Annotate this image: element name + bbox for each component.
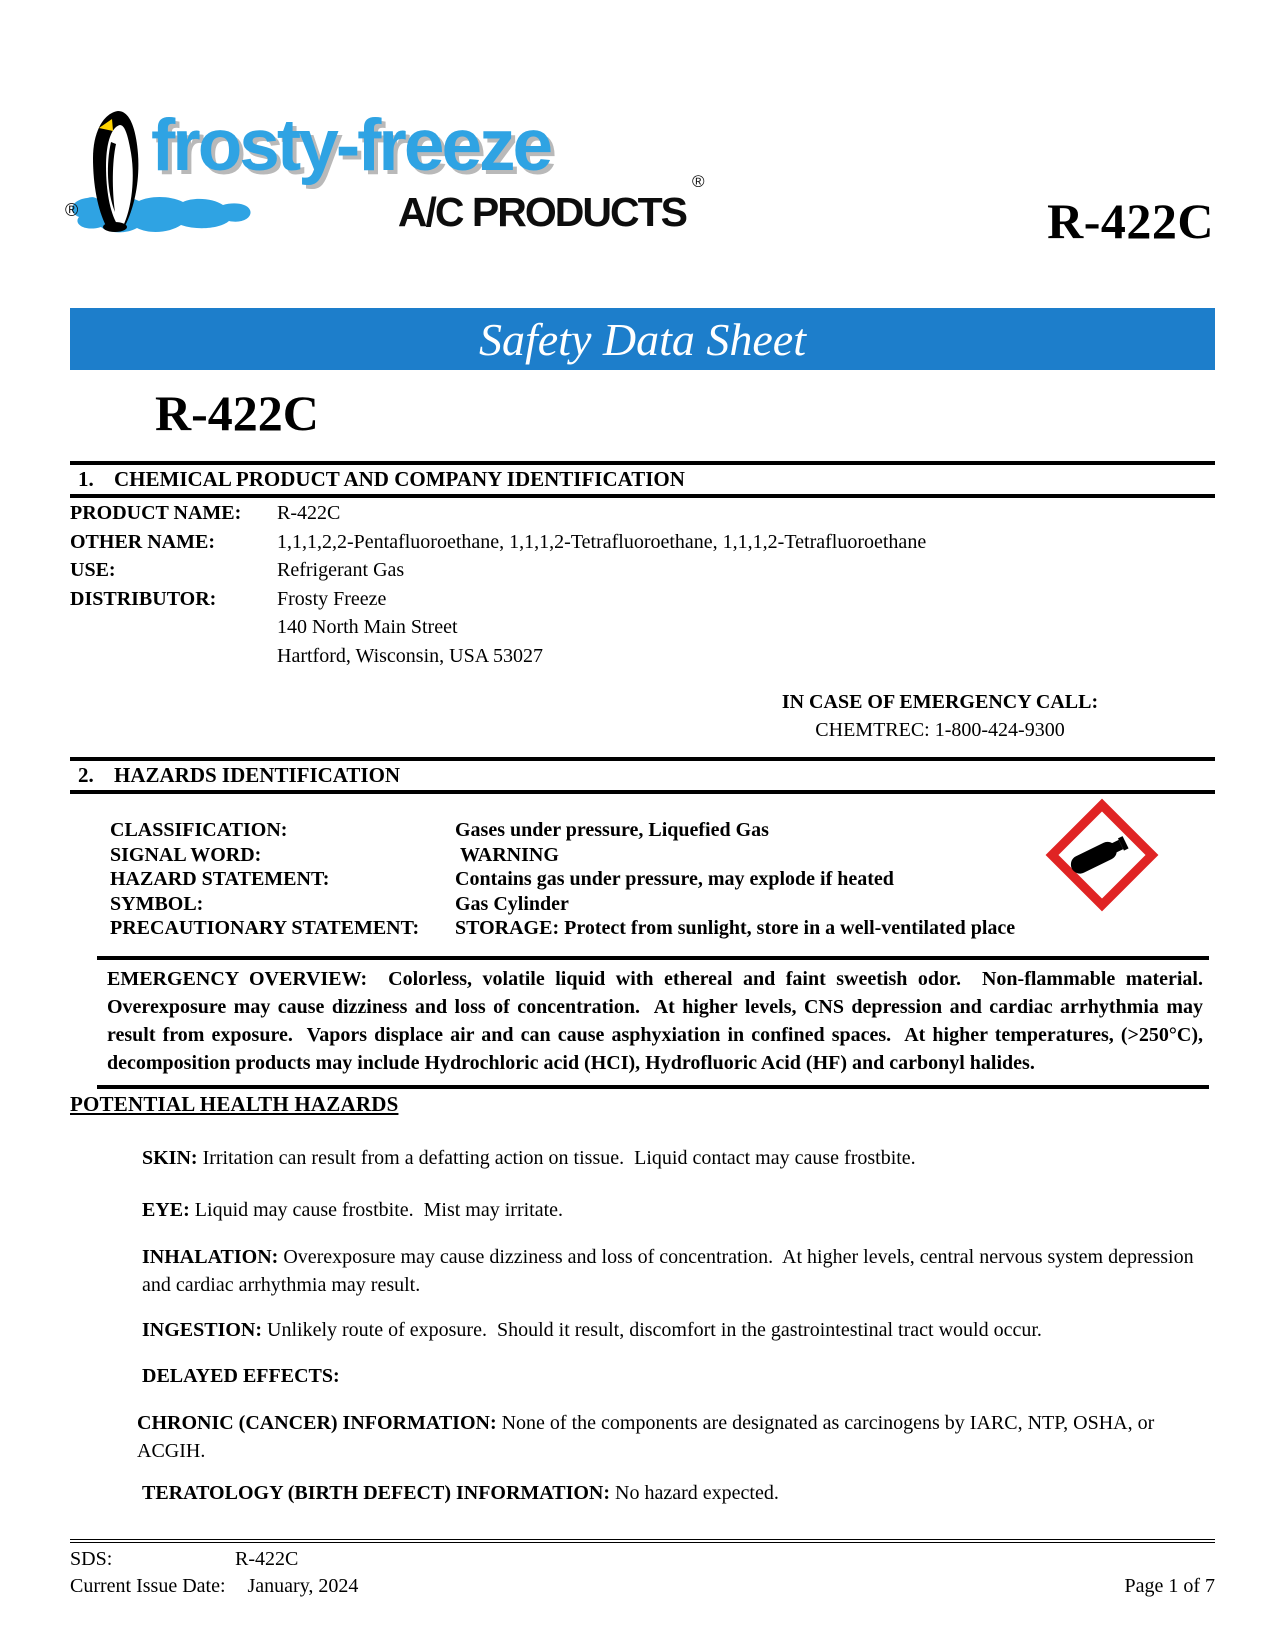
health-item-chronic-cancer <box>137 1409 1205 1465</box>
health-item-text: No hazard expected. <box>615 1482 779 1504</box>
health-item-delayed-effects <box>142 1362 1210 1390</box>
field-value: Contains gas under pressure, may explode if heated <box>455 868 894 890</box>
footer-sds-row <box>70 1546 1215 1573</box>
emergency-call-block <box>745 688 1135 744</box>
health-item-ingestion <box>142 1316 1210 1344</box>
health-item-text: Liquid may cause frostbite. Mist may irritate. <box>194 1199 564 1221</box>
section-2-header <box>70 757 1215 794</box>
field-label: CLASSIFICATION: <box>110 819 288 841</box>
potential-health-hazards-heading: POTENTIAL HEALTH HAZARDS <box>70 1092 399 1116</box>
page-title: R-422C <box>155 385 319 441</box>
field-value: STORAGE: Protect from sunlight, store in a well-ventilated place <box>455 917 1016 939</box>
footer-issue-value: January, 2024 <box>247 1575 359 1597</box>
health-item-label: DELAYED EFFECTS: <box>142 1365 340 1387</box>
health-item-label: SKIN: <box>142 1147 198 1169</box>
field-label <box>70 642 277 671</box>
field-label: SIGNAL WORD: <box>110 843 262 866</box>
emergency-call-number: CHEMTREC: 1-800-424-9300 <box>815 719 1065 741</box>
field-row <box>70 642 1170 671</box>
health-item-label: INGESTION: <box>142 1319 263 1341</box>
emergency-call-heading: IN CASE OF EMERGENCY CALL: <box>781 691 1099 713</box>
footer-issue-row <box>70 1573 1215 1600</box>
field-value: 1,1,1,2,2-Pentafluoroethane, 1,1,1,2-Tetrafluoroethane, 1,1,1,2-Tetrafluoroethane <box>277 530 927 553</box>
footer-spacer <box>358 1573 1124 1600</box>
emergency-overview-box: EMERGENCY OVERVIEW: Colorless, volatile liquid with ethereal and faint sweetish odor. Non-flammable material. Overexposure may cause dizziness and loss of concentration. At higher levels, CNS depression and cardiac arrhythmia may result from exposure. Vapors displace air and can cause asphyxiation in confined spaces. At higher temperatures, (>250°C), decomposition products may include Hydrochloric acid (HCI), Hydrofluoric Acid (HF) and carbonyl halides. <box>97 956 1209 1089</box>
health-item-label: CHRONIC (CANCER) INFORMATION: <box>137 1412 497 1434</box>
field-label: OTHER NAME: <box>70 530 215 553</box>
field-label: PRECAUTIONARY STATEMENT: <box>110 917 420 939</box>
health-item-eye <box>142 1196 1210 1224</box>
field-label <box>70 613 277 642</box>
health-item-label: EYE: <box>142 1199 190 1221</box>
brand-subtitle: A/C PRODUCTS <box>397 189 686 235</box>
footer-sds-label: SDS: <box>70 1548 113 1570</box>
health-item-teratology <box>142 1479 1210 1507</box>
field-value: R-422C <box>277 502 341 524</box>
field-value: WARNING <box>455 843 559 866</box>
field-row <box>70 613 1170 642</box>
section-number: 2. <box>78 763 94 787</box>
health-item-text: None of the components are designated as carcinogens by IARC, NTP, OSHA, or ACGIH. <box>137 1412 1159 1462</box>
footer-sds-value: R-422C <box>235 1548 299 1570</box>
field-row <box>70 499 1170 528</box>
ghs-gas-cylinder-pictogram-icon <box>1045 798 1159 912</box>
health-item-text: Unlikely route of exposure. Should it result, discomfort in the gastrointestinal tract would occur. <box>267 1319 1042 1341</box>
field-label: DISTRIBUTOR: <box>70 587 217 610</box>
page-footer <box>70 1539 1215 1600</box>
field-value: Gases under pressure, Liquefied Gas <box>455 819 769 841</box>
health-item-label: INHALATION: <box>142 1246 279 1268</box>
section-number: 1. <box>78 467 94 491</box>
field-label: USE: <box>70 559 116 581</box>
health-item-skin <box>142 1144 1210 1172</box>
health-item-text: Irritation can result from a defatting action on tissue. Liquid contact may cause frostbite. <box>202 1147 916 1169</box>
field-value: Frosty Freeze <box>277 587 387 610</box>
field-label: HAZARD STATEMENT: <box>110 868 330 890</box>
field-value: Hartford, Wisconsin, USA 53027 <box>277 644 544 667</box>
safety-data-sheet-banner <box>70 308 1215 370</box>
field-value: Gas Cylinder <box>455 892 569 915</box>
footer-issue-label: Current Issue Date: <box>70 1575 226 1597</box>
product-code-header: R-422C <box>1047 193 1214 249</box>
company-identification-table <box>70 499 1170 670</box>
field-row <box>70 528 1170 557</box>
health-item-label: TERATOLOGY (BIRTH DEFECT) INFORMATION: <box>142 1482 611 1504</box>
field-value: 140 North Main Street <box>277 616 458 638</box>
field-row <box>110 916 1215 941</box>
section-heading: HAZARDS IDENTIFICATION <box>114 763 401 787</box>
brand-wordmark: frosty-freeze <box>151 105 551 186</box>
section-1-header <box>70 461 1215 498</box>
field-label: SYMBOL: <box>110 892 204 915</box>
field-row <box>70 585 1170 614</box>
banner-title: Safety Data Sheet <box>478 313 806 365</box>
field-value: Refrigerant Gas <box>277 559 405 581</box>
field-label: PRODUCT NAME: <box>70 502 242 524</box>
health-item-text: Overexposure may cause dizziness and loss of concentration. At higher levels, central nervous system depression and cardiac arrhythmia may result. <box>142 1246 1199 1296</box>
section-heading: CHEMICAL PRODUCT AND COMPANY IDENTIFICATION <box>114 467 685 491</box>
frosty-freeze-logo <box>63 98 733 243</box>
registered-trademark-icon: ® <box>692 172 705 191</box>
field-row <box>70 556 1170 585</box>
registered-trademark-icon: ® <box>65 200 79 220</box>
health-item-inhalation <box>142 1243 1210 1299</box>
footer-page-number: Page 1 of 7 <box>1124 1575 1215 1597</box>
